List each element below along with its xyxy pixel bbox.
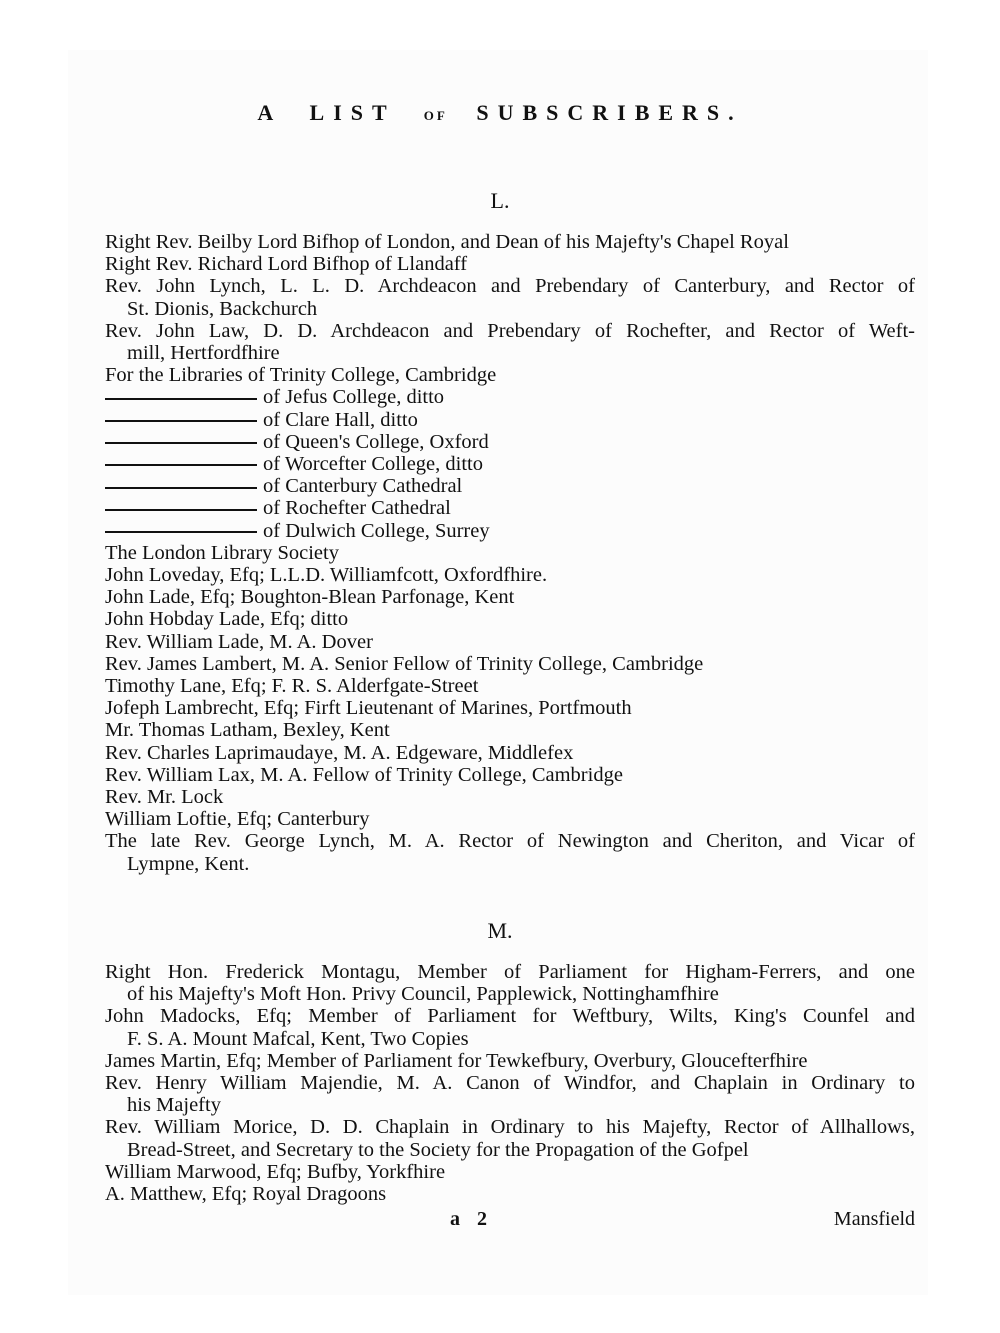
subscriber-entry [105,1161,915,1183]
entry-line [105,586,915,608]
subscriber-entry [105,409,915,431]
entry-line [105,675,915,697]
entry-line [105,1072,915,1094]
title-word: OF [423,108,448,123]
entry-text: of Clare Hall, ditto [263,408,418,431]
entry-line [105,653,915,675]
entry-line [105,1094,915,1116]
subscriber-entry [105,564,915,586]
entry-text: A. Matthew, Efq; Royal Dragoons [105,1183,387,1206]
entry-text: of Queen's College, Oxford [263,430,489,453]
subscriber-entry [105,1050,915,1072]
entry-line [105,364,915,386]
entry-line [105,961,915,983]
ditto-rule [105,487,257,489]
subscriber-entry [105,631,915,653]
ditto-rule [105,464,257,466]
entry-line [105,631,915,653]
entry-text: Rev. William Lax, M. A. Fellow of Trinity College, Cambridge [105,763,623,786]
entry-text: John Lade, Efq; Boughton-Blean Parfonage, Kent [105,586,515,609]
entry-line [105,830,915,852]
entry-text: Right Rev. Beilby Lord Bifhop of London, and Dean of his Majefty's Chapel Royal [105,231,789,253]
entry-line [105,453,915,475]
subscriber-entry [105,497,915,519]
entry-line [105,520,915,542]
subscriber-entry [105,653,915,675]
subscriber-entry [105,386,915,408]
title-word: LIST [309,100,396,125]
entry-text: Rev. Henry William Majendie, M. A. Canon of Windfor, and Chaplain in Ordinary to [105,1072,915,1095]
ditto-rule [105,420,257,422]
entry-text: of Worcefter College, ditto [263,453,483,476]
ditto-rule [105,442,257,444]
entry-text: Rev. James Lambert, M. A. Senior Fellow of Trinity College, Cambridge [105,652,704,675]
subscriber-entry [105,364,915,386]
entry-line [105,983,915,1005]
entry-line [105,1050,915,1072]
entry-text: Rev. John Law, D. D. Archdeacon and Prebendary of Rochefter, and Rector of Weft- [105,319,915,342]
subscriber-entry [105,830,915,874]
entry-line [105,231,915,253]
entry-text: Jofeph Lambrecht, Efq; Firft Lieutenant of Marines, Portfmouth [105,697,632,720]
subscriber-entry [105,1072,915,1116]
entry-line [105,542,915,564]
entry-line [105,564,915,586]
entry-line [105,786,915,808]
entry-line [105,431,915,453]
signature-mark: a 2 [450,1208,493,1230]
section-heading-m: M. [487,918,513,943]
entry-text: John Loveday, Efq; L.L.D. Williamfcott, Oxfordfhire. [105,564,548,587]
subscriber-entry [105,586,915,608]
entry-text: of Canterbury Cathedral [263,475,463,498]
entry-line [105,475,915,497]
entry-line [105,1028,915,1050]
entry-text: of his Majefty's Moft Hon. Privy Council, Papplewick, Nottinghamfhire [127,983,719,1006]
entry-line [105,764,915,786]
entry-text: Mr. Thomas Latham, Bexley, Kent [105,719,390,742]
entry-text: Bread-Street, and Secretary to the Society for the Propagation of the Gofpel [127,1138,749,1161]
subscriber-entry [105,431,915,453]
subscriber-entry [105,697,915,719]
subscriber-entry [105,742,915,764]
title-word: A [257,100,282,125]
entry-line [105,1161,915,1183]
entry-line [105,719,915,741]
subscriber-entry [105,1005,915,1049]
subscriber-entry [105,475,915,497]
entry-line [105,409,915,431]
entry-text: The London Library Society [105,541,339,564]
entry-line [105,853,915,875]
entry-line [105,275,915,297]
section-heading-l: L. [490,188,510,213]
entry-line [105,497,915,519]
entry-line [105,1116,915,1138]
entry-line [105,808,915,830]
entry-text: Rev. William Lade, M. A. Dover [105,630,373,653]
entry-text: Rev. John Lynch, L. L. D. Archdeacon and Prebendary of Canterbury, and Rector of [105,275,915,298]
subscriber-entry [105,786,915,808]
subscriber-entry [105,808,915,830]
ditto-rule [105,509,257,511]
entry-text: St. Dionis, Backchurch [127,297,318,320]
entry-line [105,697,915,719]
entry-text: Lympne, Kent. [127,852,250,875]
subscriber-entry [105,275,915,319]
entry-text: Rev. Charles Laprimaudaye, M. A. Edgeware, Middlefex [105,741,574,764]
entry-text: Right Rev. Richard Lord Bifhop of Llandaff [105,253,468,276]
entry-line [105,320,915,342]
entry-line [105,608,915,630]
ditto-rule [105,398,257,400]
entry-line [105,253,915,275]
entry-text: Rev. William Morice, D. D. Chaplain in Ordinary to his Majefty, Rector of Allhallows, [105,1116,915,1139]
entry-line [105,298,915,320]
entry-line [105,1005,915,1027]
entry-text: of Jefus College, ditto [263,386,445,409]
subscriber-entry [105,542,915,564]
subscriber-entry [105,719,915,741]
entry-line [105,1139,915,1161]
entry-text: Rev. Mr. Lock [105,786,224,809]
subscriber-entry [105,764,915,786]
entry-text: Right Hon. Frederick Montagu, Member of Parliament for Higham-Ferrers, and one [105,961,915,983]
subscriber-entry [105,675,915,697]
subscriber-entry [105,520,915,542]
entry-text: his Majefty [127,1094,221,1117]
subscriber-list-l [105,231,915,875]
entry-line [105,342,915,364]
entry-text: F. S. A. Mount Mafcal, Kent, Two Copies [127,1027,469,1050]
entry-text: of Rochefter Cathedral [263,497,451,520]
subscriber-entry [105,1116,915,1160]
entry-text: For the Libraries of Trinity College, Cambridge [105,364,497,387]
page-title [0,100,1000,126]
entry-text: Timothy Lane, Efq; F. R. S. Alderfgate-Street [105,675,479,698]
subscriber-entry [105,253,915,275]
subscriber-entry [105,231,915,253]
entry-line [105,742,915,764]
entry-text: The late Rev. George Lynch, M. A. Rector of Newington and Cheriton, and Vicar of [105,830,915,853]
entry-text: James Martin, Efq; Member of Parliament for Tewkefbury, Overbury, Gloucefterfhire [105,1049,808,1072]
entry-line [105,386,915,408]
entry-text: William Marwood, Efq; Bufby, Yorkfhire [105,1160,446,1183]
ditto-rule [105,531,257,533]
entry-text: William Loftie, Efq; Canterbury [105,808,370,831]
entry-text: John Hobday Lade, Efq; ditto [105,608,349,631]
catchword: Mansfield [833,1208,915,1230]
entry-text: John Madocks, Efq; Member of Parliament for Weftbury, Wilts, King's Counfel and [105,1005,915,1028]
title-word: SUBSCRIBERS. [476,100,743,125]
subscriber-entry [105,320,915,364]
subscriber-list-m [105,961,915,1205]
subscriber-entry [105,961,915,1005]
entry-text: of Dulwich College, Surrey [263,519,490,542]
entry-line [105,1183,915,1205]
subscriber-entry [105,608,915,630]
entry-text: mill, Hertfordfhire [127,342,280,365]
subscriber-entry [105,1183,915,1205]
subscriber-entry [105,453,915,475]
